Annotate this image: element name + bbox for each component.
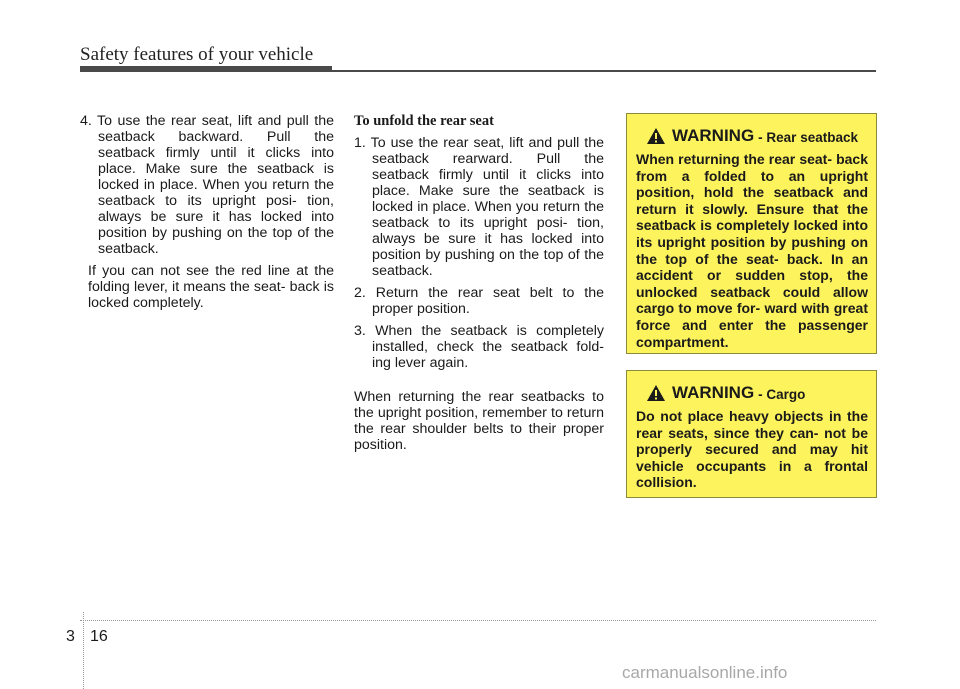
middle-column (354, 113, 604, 453)
warning-triangle-icon (646, 384, 666, 402)
warning-heading (636, 126, 868, 146)
warning-subtitle: - Rear seatback (758, 129, 858, 145)
header-rule-thick (80, 66, 332, 72)
warning-heading (636, 383, 868, 403)
left-column (80, 113, 334, 311)
page-title: Safety features of your vehicle (80, 44, 314, 65)
warning-triangle-icon (646, 127, 666, 145)
seatbelt-paragraph: When returning the rear seatbacks to the upright position, remember to return the rear shoulder belts to their proper position. (354, 389, 604, 453)
warning-subtitle: - Cargo (758, 386, 806, 402)
red-line-note: If you can not see the red line at the folding lever, it means the seat- back is locked completely. (88, 263, 334, 311)
watermark-link[interactable]: carmanualsonline.info (622, 663, 788, 682)
page-number: 16 (90, 628, 108, 645)
unfold-step-1: 1. To use the rear seat, lift and pull the seatback rearward. Pull the seatback firmly until it clicks into place. Make sure the seatback is locked in place. When you return the seatback to its upright posi- tion, always be sure it has locked into position by pushing on the top of the seatback. (354, 135, 604, 279)
footer-divider (83, 612, 84, 689)
warning-box-rear-seatback (626, 113, 877, 354)
warning-body: Do not place heavy objects in the rear seats, since they can- not be properly secured and may hit vehicle occupants in a frontal collision. (636, 408, 868, 491)
unfold-step-2: 2. Return the rear seat belt to the proper position. (354, 285, 604, 317)
warning-word: WARNING (672, 126, 755, 145)
warning-box-cargo (626, 370, 877, 498)
unfold-subheading: To unfold the rear seat (354, 113, 494, 129)
warning-word: WARNING (672, 383, 755, 402)
chapter-number: 3 (66, 628, 75, 645)
unfold-step-3: 3. When the seatback is completely installed, check the seatback fold- ing lever again. (354, 323, 604, 371)
header-rule-thin (332, 70, 876, 72)
footer-rule (80, 620, 876, 621)
warning-body: When returning the rear seat- back from a folded to an upright position, hold the seatback and return it slowly. Ensure that the seatback is completely locked into its upright position by pushing on the top of the seat- back. In an accident or sudden stop, the unlocked seatback could allow cargo to move for- ward with great force and enter the passenger compartment. (636, 151, 868, 350)
step-4: 4. To use the rear seat, lift and pull the seatback backward. Pull the seatback firmly until it clicks into place. Make sure the seatback is locked in place. When you return the seatback to its upright posi- tion, always be sure it has locked into position by pushing on the top of the seatback. (80, 113, 334, 257)
